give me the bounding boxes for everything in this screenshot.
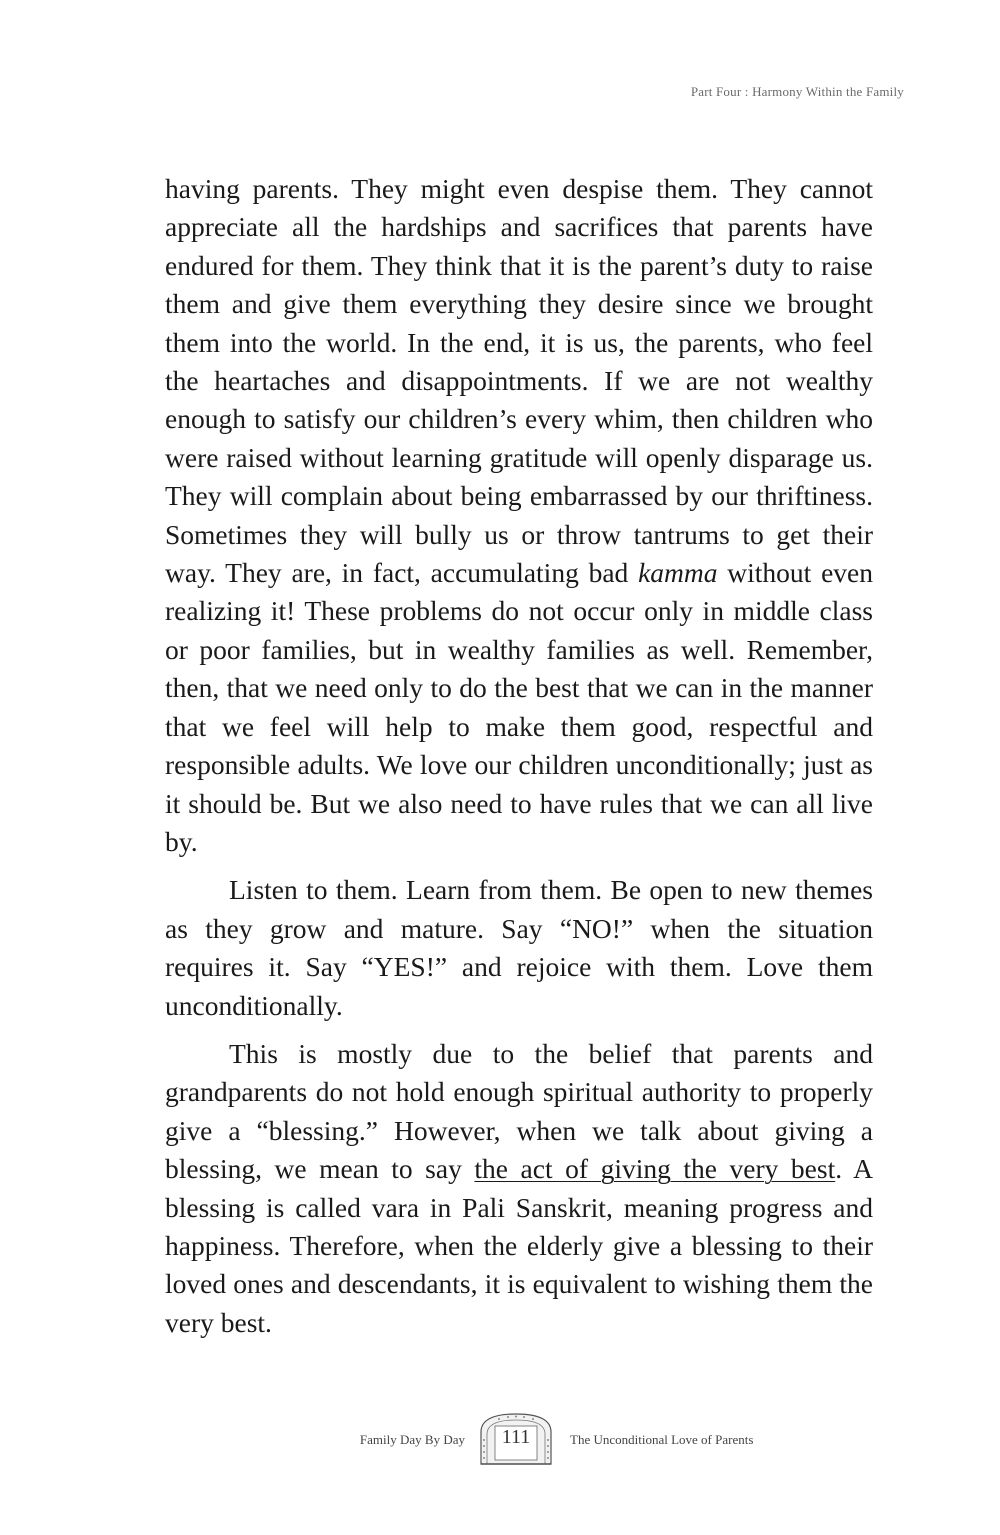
italic-term: kamma bbox=[638, 557, 718, 589]
paragraph-1 bbox=[165, 170, 873, 861]
page-footer bbox=[0, 1410, 1000, 1470]
page-number: 111 bbox=[501, 1426, 531, 1448]
paragraph-1-text-a: having parents. They might even despise them. They cannot appreciate all the hardships and sacrifices that parents have endured for them. They think that it is the parent’s duty to raise them and give them everything they desire since we brought them into the world. In the end, it is us, the parents, who feel the heartaches and disappointments. If we are not wealthy enough to satisfy our children’s every whim, then children who were raised without learning gratitude will openly disparage us. They will complain about being embarrassed by our thriftiness. Sometimes they will bully us or throw tantrums to get their way. They are, in fact, accumulating bad bbox=[165, 173, 873, 589]
paragraph-3-text-a: This is mostly due to the belief that parents and grandparents do not hold enough spiritual authority to properly give a “blessing.” However, when we talk about giving a blessing, we mean to say bbox=[165, 1037, 873, 1185]
footer-book-title: Family Day By Day bbox=[359, 1432, 465, 1447]
paragraph-2: Listen to them. Learn from them. Be open to new themes as they grow and mature. Say “NO!” when the situation requires it. Say “YES!” and rejoice with them. Love them unconditionally. bbox=[165, 874, 873, 1021]
running-head: Part Four : Harmony Within the Family bbox=[690, 84, 904, 99]
body-text bbox=[165, 170, 873, 1352]
footer-chapter-title: The Unconditional Love of Parents bbox=[570, 1432, 754, 1447]
paragraph-3 bbox=[165, 1035, 873, 1342]
underlined-phrase: the act of giving the very best bbox=[474, 1153, 836, 1185]
paragraph-3-text-b: . A blessing is called vara in Pali Sanskrit, meaning progress and happiness. Therefore, when the elderly give a blessing to their loved ones and descendants, it is equivalent to wishing them the very best. bbox=[165, 1153, 873, 1338]
paragraph-1-text-b: without even realizing it! These problems do not occur only in middle class or poor families, but in wealthy families as well. Remember, then, that we need only to do the best that we can in the manner that we feel will help to make them good, respectful and responsible adults. We love our children unconditionally; just as it should be. But we also need to have rules that we can all live by. bbox=[165, 557, 873, 857]
